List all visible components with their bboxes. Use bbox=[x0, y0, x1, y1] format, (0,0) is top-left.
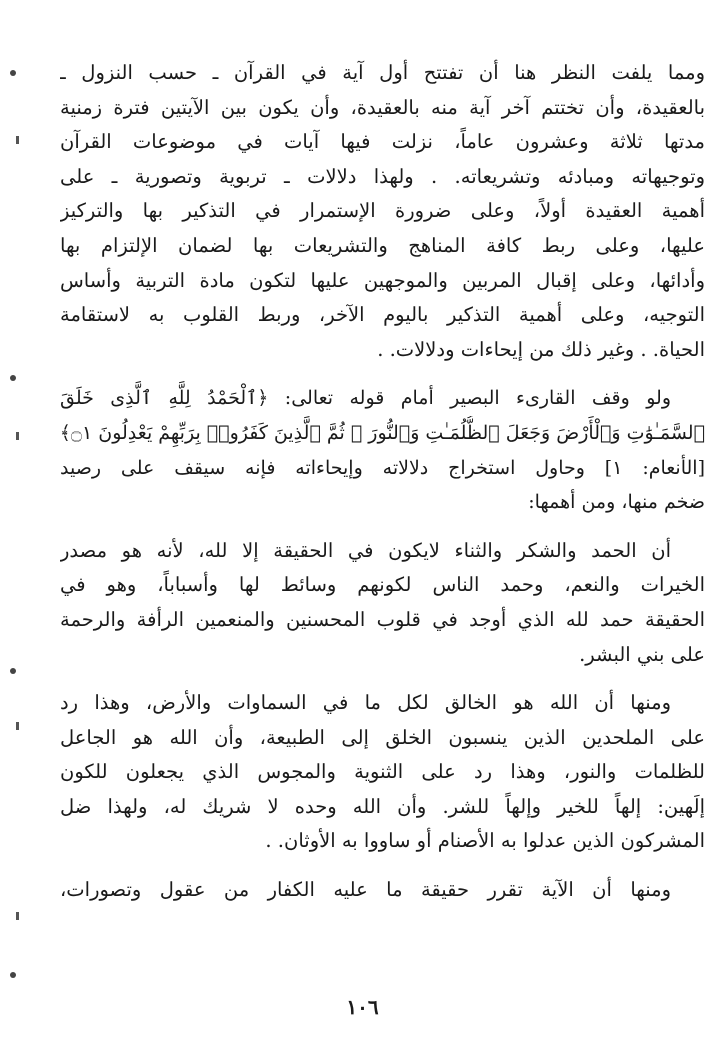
margin-tick bbox=[16, 136, 19, 144]
text-line: وتوجيهاته ومبادئه وتشريعاته. . ولهذا دلالات ـ تربوية وتصورية ـ على bbox=[60, 164, 705, 188]
margin-dot bbox=[10, 668, 16, 674]
margin-dot bbox=[10, 972, 16, 978]
text-line: الخيرات والنعم، وحمد الناس لكونهم وسائط لها وأسباباً، وهو في bbox=[60, 573, 705, 597]
text-line: وأدائها، وعلى إقبال المربين والموجهين عليها لتكون مادة التربية وأساس bbox=[60, 268, 705, 292]
margin-dot bbox=[10, 375, 16, 381]
text-line: ولو وقف القارىء البصير أمام قوله تعالى: ﴿ٱلْحَمْدُ لِلَّهِ ٱلَّذِى خَلَقَ bbox=[60, 387, 671, 410]
text-line: ومنها أن الله هو الخالق لكل ما في السماوات والأرض، وهذا رد bbox=[60, 691, 671, 715]
margin-tick bbox=[16, 912, 19, 920]
text-line: إلَهين: إلهاً للخير وإلهاً للشر. وأن الله وحده لا شريك له، ولهذا ضل bbox=[60, 794, 705, 818]
paragraph-quran-verse bbox=[60, 381, 705, 519]
page-body bbox=[60, 56, 705, 922]
text-line: عليها، وعلى ربط كافة المناهج والتشريعات بها لضمان الإلتزام بها bbox=[60, 233, 705, 257]
text-line: التوجيه، وعلى أهمية التذكير باليوم الآخر، وربط القلوب به لاستقامة bbox=[60, 303, 705, 327]
text-line: [الأنعام: ١] وحاول استخراج دلالاته وإيحاءاته فإنه سيقف على رصيد bbox=[60, 456, 705, 479]
text-line: الحياة. . وغير ذلك من إيحاءات ودلالات. . bbox=[377, 337, 705, 361]
paragraph-praise bbox=[60, 534, 705, 672]
text-line: الحقيقة حمد لله الذي أوجد في قلوب المحسنين والمنعمين الرأفة والرحمة bbox=[60, 607, 705, 631]
text-line: ضخم منها، ومن أهمها: bbox=[528, 491, 705, 514]
text-line: أهمية العقيدة أولاً، وعلى ضرورة الإستمرار في التذكير بها والتركيز bbox=[60, 199, 705, 223]
text-line: مدتها ثلاثة وعشرون عاماً، نزلت فيها آيات في موضوعات القرآن bbox=[60, 130, 705, 154]
text-line: للظلمات والنور، وهذا رد على الثنوية والمجوس الذي يجعلون للكون bbox=[60, 760, 705, 784]
text-line: ومما يلفت النظر هنا أن تفتتح أول آية في القرآن ـ حسب النزول ـ bbox=[60, 61, 705, 84]
page-number: ١٠٦ bbox=[346, 995, 379, 1019]
margin-dot bbox=[10, 70, 16, 76]
text-line: المشركون الذين عدلوا به الأصنام أو ساووا به الأوثان. . bbox=[265, 829, 705, 853]
paragraph-intro bbox=[60, 56, 705, 367]
margin-tick bbox=[16, 722, 19, 730]
text-line: بالعقيدة، وأن تختتم آخر آية منه بالعقيدة، وأن يكون بين الآيتين فترة زمنية bbox=[60, 95, 705, 119]
text-line: ومنها أن الآية تقرر حقيقة ما عليه الكفار من عقول وتصورات، bbox=[60, 878, 671, 902]
quran-verse-line: ٱلسَّمَـٰوَٰتِ وَٱلْأَرْضَ وَجَعَلَ ٱلظُّلُمَـٰتِ وَٱلنُّورَ ۖ ثُمَّ ٱلَّذِينَ كَفَرُوا۟ بِرَبِّهِمْ يَعْدِلُونَ ۝١﴾ bbox=[60, 421, 705, 444]
text-line: على الملحدين الذين ينسبون الخلق إلى الطبيعة، وأن الله هو الجاعل bbox=[60, 725, 705, 749]
text-line: على بني البشر. bbox=[579, 642, 705, 666]
paragraph-disbelievers bbox=[60, 873, 705, 908]
paragraph-creator bbox=[60, 686, 705, 859]
text-line: أن الحمد والشكر والثناء لايكون في الحقيقة إلا لله، لأنه هو مصدر bbox=[60, 538, 671, 562]
margin-tick bbox=[16, 432, 19, 440]
